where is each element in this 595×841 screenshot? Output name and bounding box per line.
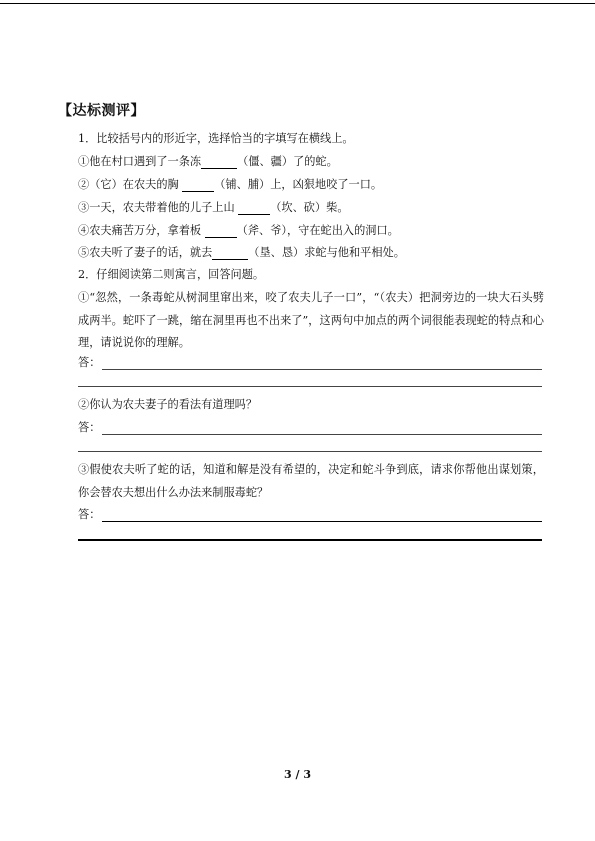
blank-1[interactable] [201,156,237,169]
section-title: 【达标测评】 [58,103,145,119]
answer-row-1[interactable]: 答： [78,354,542,370]
page-number: 3 / 3 [284,768,311,781]
blank-4[interactable] [205,225,237,238]
answer-line-3b[interactable] [78,539,542,541]
top-rule [0,3,595,4]
q2-stem: 2．仔细阅读第二则寓言，回答问题。 [78,268,265,281]
q1-item-4: ④农夫痛苦万分，拿着板 （斧、爷），守在蛇出入的洞口。 [78,224,399,237]
answer-line-1b[interactable] [78,386,542,387]
q1-item-1: ①他在村口遇到了一条冻 （僵、疆）了的蛇。 [78,155,338,168]
answer-line-2[interactable] [102,422,542,435]
q2-sub3: ③假使农夫听了蛇的话，知道和解是没有希望的，决定和蛇斗争到底，请求你帮他出谋划策，你会替农夫想出什么办法来制服毒蛇？ [78,463,544,499]
blank-5[interactable] [212,247,248,260]
answer-line-1[interactable] [102,357,542,370]
q1-stem: 1．比较括号内的形近字，选择恰当的字填写在横线上。 [78,132,354,145]
answer-line-3[interactable] [102,509,542,522]
q1-item-3: ③一天，农夫带着他的儿子上山 （坎、砍）柴。 [78,201,349,214]
q1-item-2: ②（它）在农夫的胸 （铺、脯）上，凶狠地咬了一口。 [78,178,383,191]
q2-sub1: ①“忽然，一条毒蛇从树洞里窜出来，咬了农夫儿子一口”，“（农夫）把洞旁边的一块大石头劈成两半。蛇吓了一跳，缩在洞里再也不出来了”，这两句中加点的两个词很能表现蛇的特点和心理，请说说你的理解。 [78,291,544,349]
blank-3[interactable] [238,202,270,215]
answer-line-2b[interactable] [78,451,542,452]
blank-2[interactable] [182,179,214,192]
q2-sub2: ②你认为农夫妻子的看法有道理吗？ [78,398,258,411]
answer-row-2[interactable]: 答： [78,419,542,435]
q1-item-5: ⑤农夫听了妻子的话，就去 （垦、恳）求蛇与他和平相处。 [78,246,405,259]
answer-row-3[interactable]: 答： [78,506,542,522]
